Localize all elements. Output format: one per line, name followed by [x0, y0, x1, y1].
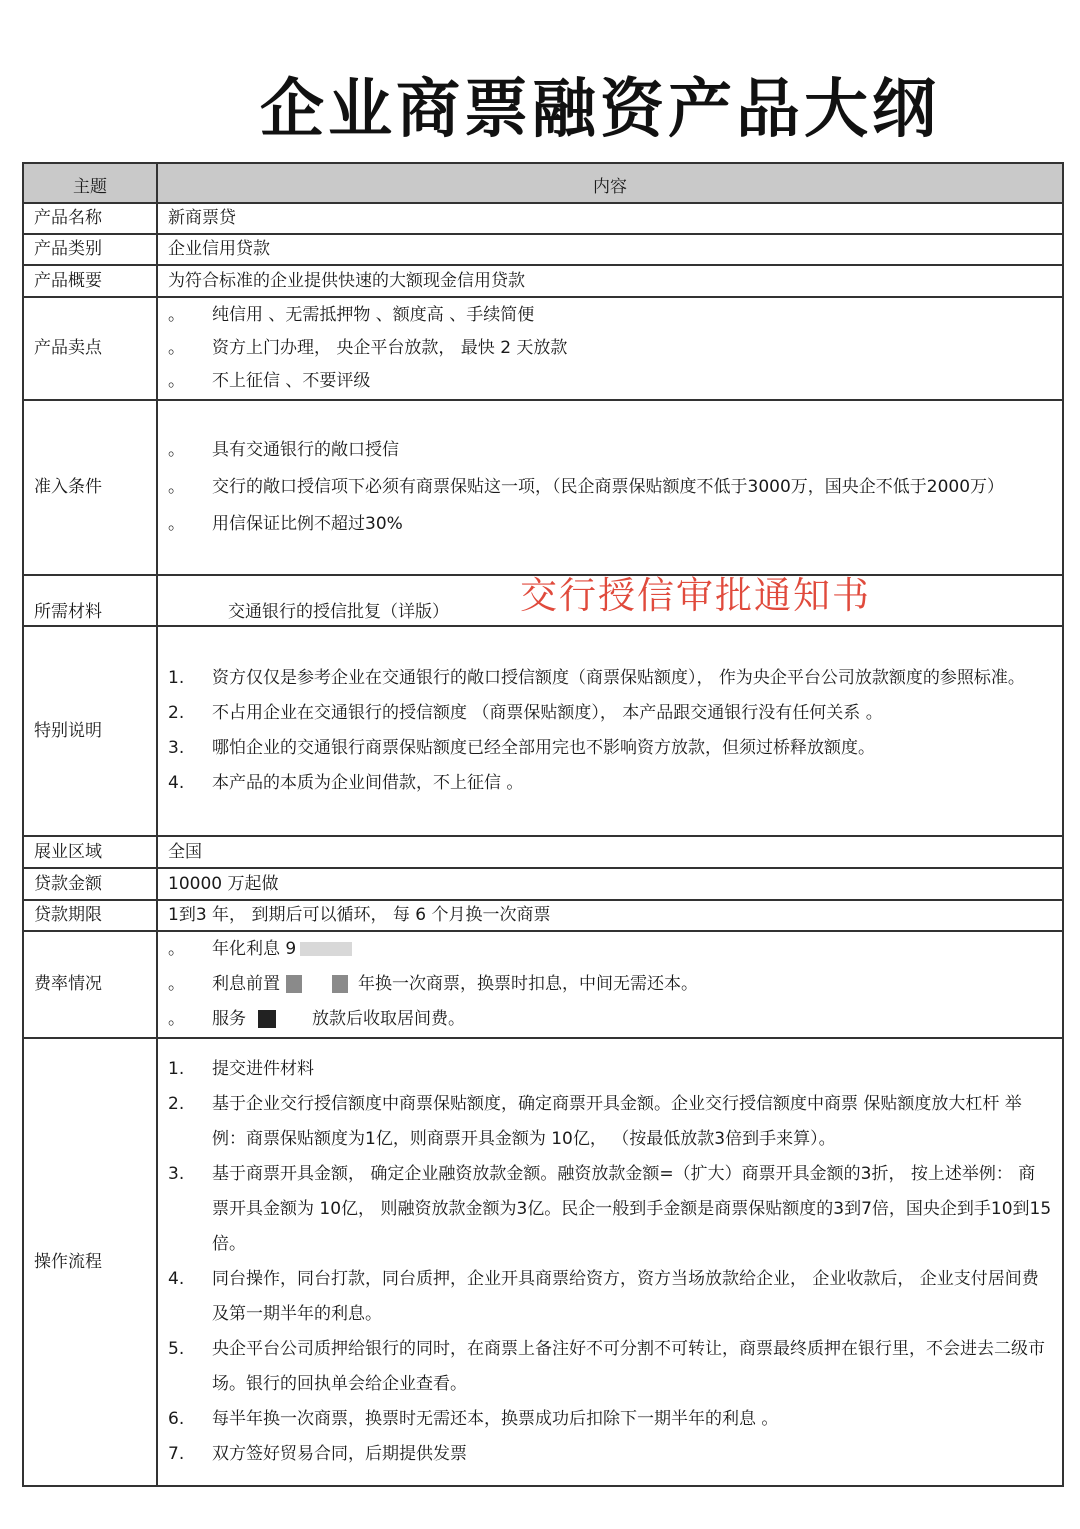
- list-number: 5.: [168, 1339, 185, 1359]
- list-item-text: 放款后收取居间费。: [312, 1009, 465, 1029]
- list-item: [168, 1002, 1052, 1037]
- row-label: 贷款金额: [23, 868, 157, 900]
- bullet-icon: 。: [168, 338, 185, 358]
- list-item-text: 基于商票开具金额， 确定企业融资放款金额。融资放款金额=（扩大）商票开具金额的3折， 按上述举例： 商票开具金额为 10亿， 则融资放款金额为3亿。民企一般到手金额是商票保贴额度的3到7倍，国央企到手10到15倍。: [212, 1164, 1052, 1254]
- row-label: 所需材料: [23, 575, 157, 626]
- table-row: [23, 203, 1063, 234]
- redaction-mark: [332, 975, 348, 993]
- list-item: [168, 1052, 1052, 1087]
- table-row: [23, 931, 1063, 1038]
- redaction-mark: [300, 942, 352, 956]
- row-label: 费率情况: [23, 931, 157, 1038]
- row-value: 10000 万起做: [157, 868, 1063, 900]
- list-item-text: 提交进件材料: [212, 1059, 314, 1079]
- header-content: 内容: [157, 163, 1063, 203]
- list-number: 4.: [168, 773, 185, 793]
- bullet-icon: 。: [168, 305, 185, 325]
- table-row: [23, 1038, 1063, 1486]
- table-row: [23, 626, 1063, 836]
- table-header-row: [23, 163, 1063, 203]
- header-topic: 主题: [23, 163, 157, 203]
- materials-text: 交通银行的授信批复（详版）: [228, 602, 449, 622]
- list-item: [168, 1087, 1052, 1157]
- row-label: 产品概要: [23, 265, 157, 297]
- row-value: [157, 400, 1063, 575]
- list-item-text: 用信保证比例不超过30%: [212, 514, 403, 534]
- list-number: 3.: [168, 738, 185, 758]
- list-number: 6.: [168, 1409, 185, 1429]
- page-title: 企业商票融资产品大纲: [260, 73, 940, 147]
- row-label: 准入条件: [23, 400, 157, 575]
- list-item-text: 同台操作，同台打款，同台质押，企业开具商票给资方，资方当场放款给企业， 企业收款后， 企业支付居间费及第一期半年的利息。: [212, 1269, 1039, 1324]
- row-label: 贷款期限: [23, 900, 157, 931]
- table-row: [23, 265, 1063, 297]
- row-value: 企业信用贷款: [157, 234, 1063, 265]
- list-item-text: 利息前置: [212, 974, 280, 994]
- list-item-text: 资方仅仅是参考企业在交通银行的敞口授信额度（商票保贴额度）， 作为央企平台公司放款额度的参照标准。: [212, 668, 1025, 688]
- table-row: [23, 297, 1063, 400]
- row-value: [157, 1038, 1063, 1486]
- list-item: [168, 1332, 1052, 1402]
- row-label: 展业区域: [23, 836, 157, 868]
- list-item: [168, 1157, 1052, 1262]
- list-item-text: 本产品的本质为企业间借款，不上征信 。: [212, 773, 524, 793]
- list-item-text: 服务: [212, 1009, 246, 1029]
- redaction-mark: [286, 975, 302, 993]
- list-item-text: 年换一次商票，换票时扣息，中间无需还本。: [358, 974, 698, 994]
- list-item-text: 资方上门办理， 央企平台放款， 最快 2 天放款: [212, 338, 568, 358]
- list-item: [168, 766, 1052, 801]
- row-value: [157, 626, 1063, 836]
- bullet-icon: 。: [168, 514, 185, 534]
- list-number: 4.: [168, 1269, 185, 1289]
- bullet-icon: 。: [168, 939, 185, 959]
- row-label: 产品名称: [23, 203, 157, 234]
- list-item-text: 具有交通银行的敞口授信: [212, 440, 399, 460]
- list-item-text: 不占用企业在交通银行的授信额度 （商票保贴额度）， 本产品跟交通银行没有任何关系 。: [212, 703, 883, 723]
- list-item: [168, 1437, 1052, 1472]
- list-item-text: 基于企业交行授信额度中商票保贴额度，确定商票开具金额。企业交行授信额度中商票 保贴额度放大杠杆 举例：商票保贴额度为1亿，则商票开具金额为 10亿， （按最低放款3倍到手来算）。: [212, 1094, 1022, 1149]
- bullet-icon: 。: [168, 974, 185, 994]
- list-item: [168, 1262, 1052, 1332]
- list-number: 1.: [168, 1059, 185, 1079]
- row-label: 产品卖点: [23, 297, 157, 400]
- list-item: [168, 432, 1052, 469]
- table-row: [23, 868, 1063, 900]
- list-number: 2.: [168, 1094, 185, 1114]
- outline-table: [22, 162, 1064, 1487]
- row-value: 新商票贷: [157, 203, 1063, 234]
- list-item: [168, 932, 1052, 967]
- row-value: 为符合标准的企业提供快速的大额现金信用贷款: [157, 265, 1063, 297]
- handwritten-annotation: 交行授信审批通知书: [520, 574, 871, 617]
- list-number: 1.: [168, 668, 185, 688]
- list-item: [168, 967, 1052, 1002]
- list-item-text: 哪怕企业的交通银行商票保贴额度已经全部用完也不影响资方放款，但须过桥释放额度。: [212, 738, 875, 758]
- table-row: [23, 400, 1063, 575]
- bullet-icon: 。: [168, 440, 185, 460]
- list-item: [168, 661, 1052, 696]
- row-value: [157, 297, 1063, 400]
- list-item-text: 年化利息 9: [212, 939, 297, 959]
- row-label: 操作流程: [23, 1038, 157, 1486]
- row-label: 产品类别: [23, 234, 157, 265]
- list-item: [168, 506, 1052, 543]
- table-row: [23, 900, 1063, 931]
- table-row: [23, 836, 1063, 868]
- list-number: 7.: [168, 1444, 185, 1464]
- row-value: 1到3 年， 到期后可以循环， 每 6 个月换一次商票: [157, 900, 1063, 931]
- list-item-text: 双方签好贸易合同，后期提供发票: [212, 1444, 467, 1464]
- list-item-text: 央企平台公司质押给银行的同时，在商票上备注好不可分割不可转让，商票最终质押在银行里，不会进去二级市场。银行的回执单会给企业查看。: [212, 1339, 1045, 1394]
- row-label: 特别说明: [23, 626, 157, 836]
- list-number: 2.: [168, 703, 185, 723]
- bullet-icon: 。: [168, 371, 185, 391]
- list-item: [168, 469, 1052, 506]
- list-item: [168, 1402, 1052, 1437]
- list-item-text: 纯信用 、无需抵押物 、额度高 、手续简便: [212, 305, 535, 325]
- row-value: [157, 931, 1063, 1038]
- bullet-icon: 。: [168, 1009, 185, 1029]
- redaction-mark: [258, 1010, 276, 1028]
- list-item-text: 不上征信 、不要评级: [212, 371, 371, 391]
- list-item: [168, 299, 1052, 332]
- row-value: 全国: [157, 836, 1063, 868]
- list-item: [168, 696, 1052, 731]
- list-item-text: 每半年换一次商票，换票时无需还本，换票成功后扣除下一期半年的利息 。: [212, 1409, 779, 1429]
- bullet-icon: 。: [168, 477, 185, 497]
- list-item-text: 交行的敞口授信项下必须有商票保贴这一项，（民企商票保贴额度不低于3000万，国央企不低于2000万）: [212, 477, 1005, 497]
- list-item: [168, 365, 1052, 398]
- list-item: [168, 332, 1052, 365]
- table-row: [23, 234, 1063, 265]
- list-number: 3.: [168, 1164, 185, 1184]
- list-item: [168, 731, 1052, 766]
